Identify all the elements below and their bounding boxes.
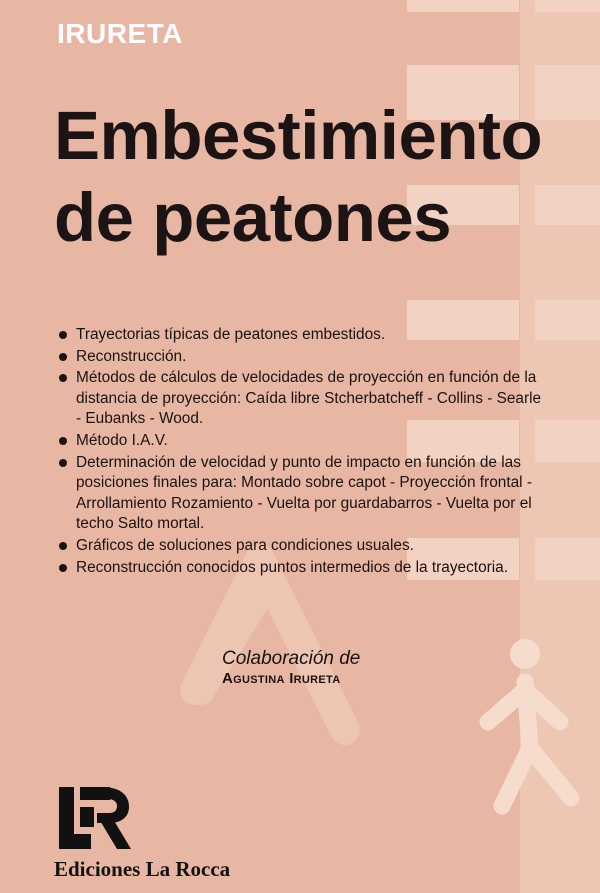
feature-item: Métodos de cálculos de velocidades de proyección en función de la distancia de proyección: Caída libre Stcherbatcheff - Collins - Searle - Eubanks - Wood. <box>58 368 548 430</box>
publisher-name: Ediciones La Rocca <box>54 857 231 881</box>
feature-item: Método I.A.V. <box>58 431 548 452</box>
book-title <box>54 95 542 259</box>
la-rocca-logo <box>57 785 133 851</box>
title-line-1: Embestimiento <box>54 97 543 174</box>
feature-item: Reconstrucción conocidos puntos intermedios de la trayectoria. <box>58 558 548 579</box>
features-list <box>58 325 548 579</box>
background-walker-silhouette <box>195 560 345 730</box>
collaborator-name: Agustina Irureta <box>222 670 341 687</box>
collaboration-label: Colaboración de <box>222 648 361 669</box>
feature-item: Trayectorias típicas de peatones embestidos. <box>58 325 548 346</box>
feature-item: Reconstrucción. <box>58 347 548 368</box>
title-line-2: de peatones <box>54 179 452 256</box>
feature-item: Determinación de velocidad y punto de impacto en función de las posiciones finales para: Montado sobre capot - Proyección frontal - Arrollamiento Rozamiento - Vuelta por guardabarros - Vuelta por el techo Salto mortal. <box>58 453 548 535</box>
author-name: IRURETA <box>57 18 183 49</box>
feature-item: Gráficos de soluciones para condiciones usuales. <box>58 536 548 557</box>
